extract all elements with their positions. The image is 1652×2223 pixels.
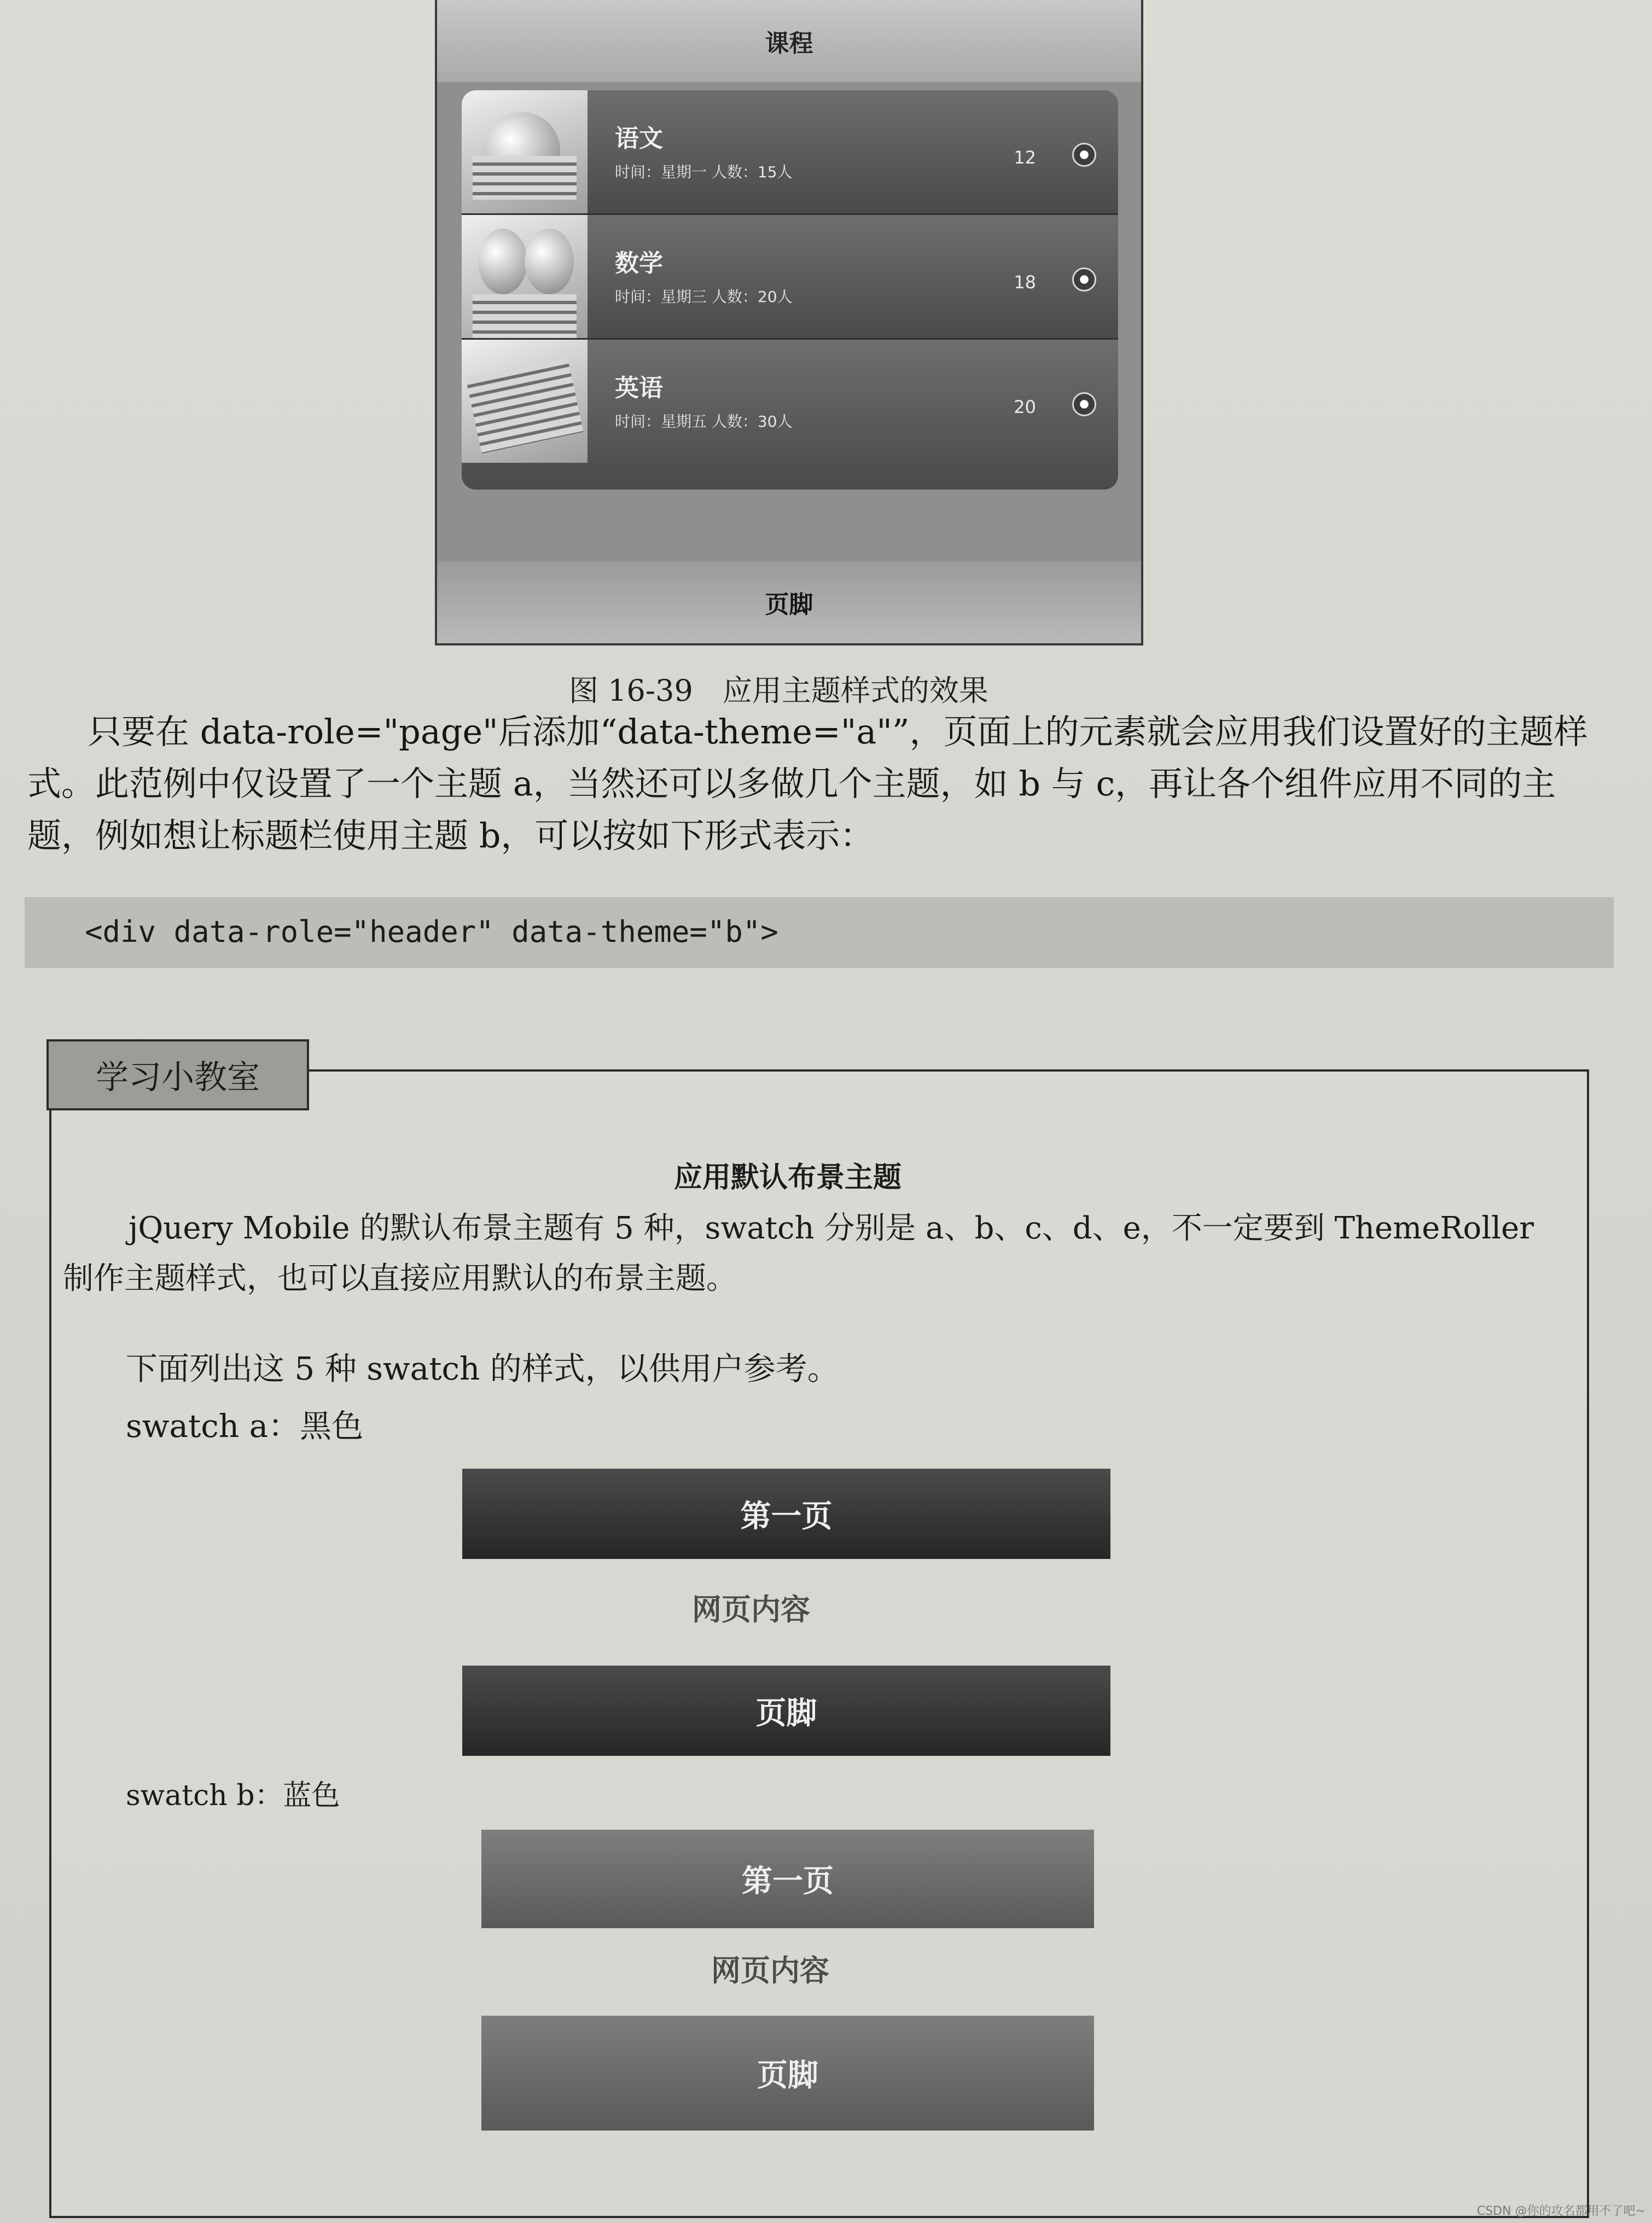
- swatch-b-header-text: 第一页: [742, 1864, 834, 1899]
- learning-box-tab: 学习小教室: [46, 1039, 309, 1110]
- list-item-meta: 时间：星期一 人数：15人: [615, 163, 793, 181]
- list-item-meta: 时间：星期三 人数：20人: [615, 288, 793, 306]
- course-list: [462, 90, 1118, 490]
- learning-box-paragraph: jQuery Mobile 的默认布景主题有 5 种，swatch 分别是 a、b、c、d、e，不一定要到 ThemeRoller 制作主题样式，也可以直接应用默认的布景主题。: [63, 1211, 1534, 1296]
- list-item[interactable]: [462, 340, 1118, 490]
- swatch-b-content-label: 网页内容: [711, 1953, 829, 1988]
- swatch-a-header-bar: [462, 1469, 1110, 1559]
- list-item[interactable]: [462, 215, 1118, 340]
- books-thumbnail: [462, 340, 587, 463]
- swatch-intro-line: 下面列出这 5 种 swatch 的样式，以供用户参考。: [126, 1350, 839, 1387]
- list-item-meta: 时间：星期五 人数：30人: [615, 412, 793, 430]
- list-item-title: 语文: [615, 125, 663, 153]
- swatch-b-header-bar: [481, 1830, 1094, 1928]
- figure-header-bar: [437, 0, 1141, 82]
- swatch-b-footer-bar: [481, 2016, 1094, 2131]
- learning-box-heading: 应用默认布景主题: [673, 1161, 901, 1194]
- figure-caption: 图 16-39 应用主题样式的效果: [569, 673, 988, 708]
- eggs-thumbnail: [462, 215, 587, 338]
- swatch-b-label: swatch b：蓝色: [126, 1779, 340, 1812]
- figure-footer-bar: [437, 561, 1141, 643]
- body-paragraph: 只要在 data-role="page"后添加“data-theme="a"”，页面上的元素就会应用我们设置好的主题样式。此范例中仅设置了一个主题 a，当然还可以多做几个主题，如 b 与 c，再让各个组件应用不同的主题，例如想让标题栏使用主题 b，可以按如下形式表示：: [27, 712, 1588, 856]
- arrow-button-icon[interactable]: [1072, 392, 1096, 416]
- list-item-title: 英语: [615, 374, 663, 402]
- list-item[interactable]: [462, 90, 1118, 215]
- swatch-a-label: swatch a：黑色: [126, 1407, 364, 1445]
- count-bubble: 18: [1014, 272, 1036, 293]
- arrow-button-icon[interactable]: [1072, 267, 1096, 292]
- swatch-a-content-label: 网页内容: [692, 1592, 810, 1627]
- swatch-a-footer-text: 页脚: [755, 1695, 817, 1731]
- figure-screenshot: [435, 0, 1143, 645]
- figure-header-title: 课程: [765, 30, 813, 57]
- count-bubble: 20: [1014, 397, 1036, 417]
- apple-books-thumbnail: [462, 90, 587, 213]
- arrow-button-icon[interactable]: [1072, 143, 1096, 167]
- count-bubble: 12: [1014, 147, 1036, 168]
- figure-footer-title: 页脚: [765, 591, 813, 619]
- code-block: <div data-role="header" data-theme="b">: [25, 897, 1614, 968]
- swatch-a-footer-bar: [462, 1666, 1110, 1756]
- list-item-title: 数学: [615, 249, 663, 277]
- swatch-a-header-text: 第一页: [740, 1498, 833, 1534]
- watermark-text: CSDN @你的攻名都用不了吧~: [1476, 2204, 1645, 2218]
- swatch-b-footer-text: 页脚: [757, 2058, 818, 2093]
